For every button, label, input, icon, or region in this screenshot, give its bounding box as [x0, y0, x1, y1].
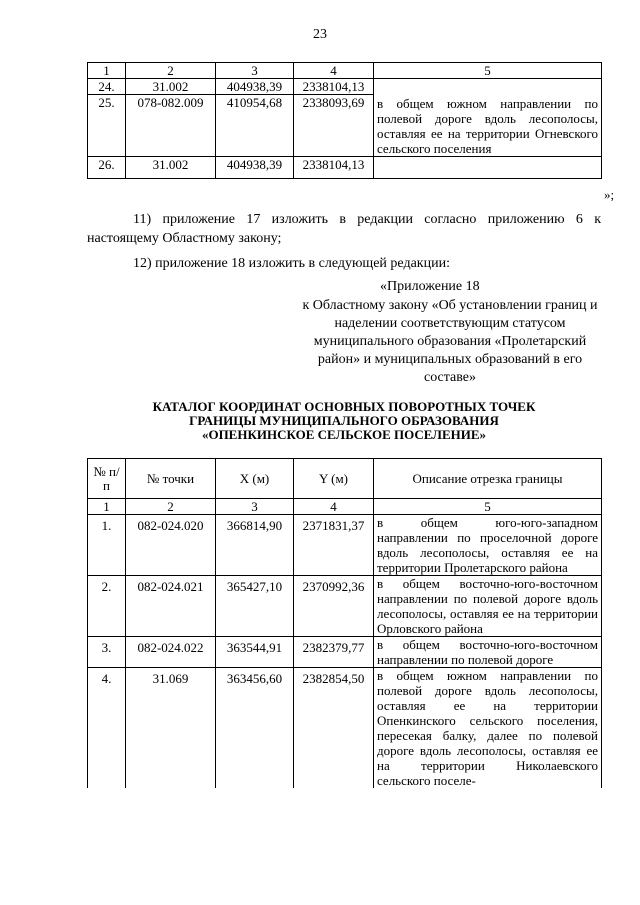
point-number: 31.002	[126, 79, 216, 95]
column-number: 5	[374, 499, 602, 515]
table-row	[88, 576, 602, 637]
column-number: 1	[88, 63, 126, 79]
row-number: 4.	[88, 668, 126, 789]
segment-description: в общем восточно-юго-восточном направлении по полевой дороге	[374, 637, 602, 668]
column-number: 3	[216, 499, 294, 515]
row-number: 3.	[88, 637, 126, 668]
row-number: 25.	[88, 95, 126, 157]
table-row	[88, 157, 602, 179]
x-coordinate: 365427,10	[216, 576, 294, 637]
catalog-title-line: ГРАНИЦЫ МУНИЦИПАЛЬНОГО ОБРАЗОВАНИЯ	[189, 413, 499, 428]
table-row	[88, 637, 602, 668]
y-coordinate: 2338104,13	[294, 157, 374, 179]
point-number: 082-024.020	[126, 515, 216, 576]
column-number: 4	[294, 499, 374, 515]
column-number: 3	[216, 63, 294, 79]
header-row-number: № п/п	[88, 459, 126, 499]
closing-quote-mark: »;	[604, 187, 615, 202]
appendix-description: к Областному закону «Об установлении границ и наделении соответствующим статусом муниципального образования «Пролетарский район» и муниципальных образований в его составе»	[302, 298, 598, 385]
x-coordinate: 404938,39	[216, 157, 294, 179]
table-header-row	[88, 459, 602, 499]
column-number: 1	[88, 499, 126, 515]
table-row	[88, 79, 602, 95]
header-y: Y (м)	[294, 459, 374, 499]
table-number-row	[88, 63, 602, 79]
column-number: 2	[126, 63, 216, 79]
x-coordinate: 410954,68	[216, 95, 294, 157]
column-number: 4	[294, 63, 374, 79]
y-coordinate: 2382379,77	[294, 637, 374, 668]
page-number: 23	[313, 27, 327, 42]
catalog-title-line: КАТАЛОГ КООРДИНАТ ОСНОВНЫХ ПОВОРОТНЫХ ТОЧЕК	[152, 399, 536, 414]
segment-description: в общем южном направлении по полевой дороге вдоль лесополосы, оставляя ее на территории Опенкинского сельского поселения, пересекая балку, далее по полевой дороге вдоль лесополосы, оставляя ее на территории Николаевского сельского поселе-	[374, 668, 602, 789]
segment-description: в общем юго-юго-западном направлении по проселочной дороге вдоль лесополосы, оставляя ее на территории Пролетарского района	[374, 515, 602, 576]
appendix-title: «Приложение 18	[380, 279, 480, 294]
row-number: 2.	[88, 576, 126, 637]
x-coordinate: 363456,60	[216, 668, 294, 789]
column-number: 5	[374, 63, 602, 79]
point-number: 31.069	[126, 668, 216, 789]
coordinates-table-continued	[87, 62, 602, 179]
table-row	[88, 515, 602, 576]
point-number: 082-024.022	[126, 637, 216, 668]
point-number: 31.002	[126, 157, 216, 179]
coordinates-catalog-table	[87, 458, 602, 788]
column-number: 2	[126, 499, 216, 515]
catalog-title-line: «ОПЕНКИНСКОЕ СЕЛЬСКОЕ ПОСЕЛЕНИЕ»	[201, 427, 487, 442]
row-number: 1.	[88, 515, 126, 576]
header-x: X (м)	[216, 459, 294, 499]
y-coordinate: 2338093,69	[294, 95, 374, 157]
segment-description	[374, 157, 602, 179]
y-coordinate: 2370992,36	[294, 576, 374, 637]
table-row	[88, 668, 602, 789]
header-point-number: № точки	[126, 459, 216, 499]
x-coordinate: 366814,90	[216, 515, 294, 576]
y-coordinate: 2382854,50	[294, 668, 374, 789]
point-number: 082-024.021	[126, 576, 216, 637]
paragraph-item-11: 11) приложение 17 изложить в редакции согласно приложению 6 к настоящему Областному закону;	[87, 212, 601, 246]
x-coordinate: 363544,91	[216, 637, 294, 668]
table-number-row	[88, 499, 602, 515]
segment-description: в общем южном направлении по полевой дороге вдоль лесополосы, оставляя ее на территории Огневского сельского поселения	[374, 79, 602, 157]
x-coordinate: 404938,39	[216, 79, 294, 95]
row-number: 26.	[88, 157, 126, 179]
y-coordinate: 2338104,13	[294, 79, 374, 95]
row-number: 24.	[88, 79, 126, 95]
catalog-title	[87, 400, 601, 442]
segment-description: в общем восточно-юго-восточном направлении по полевой дороге вдоль лесополосы, оставляя ее на территории Орловского района	[374, 576, 602, 637]
point-number: 078-082.009	[126, 95, 216, 157]
paragraph-item-12: 12) приложение 18 изложить в следующей редакции:	[133, 256, 450, 271]
y-coordinate: 2371831,37	[294, 515, 374, 576]
header-description: Описание отрезка границы	[374, 459, 602, 499]
